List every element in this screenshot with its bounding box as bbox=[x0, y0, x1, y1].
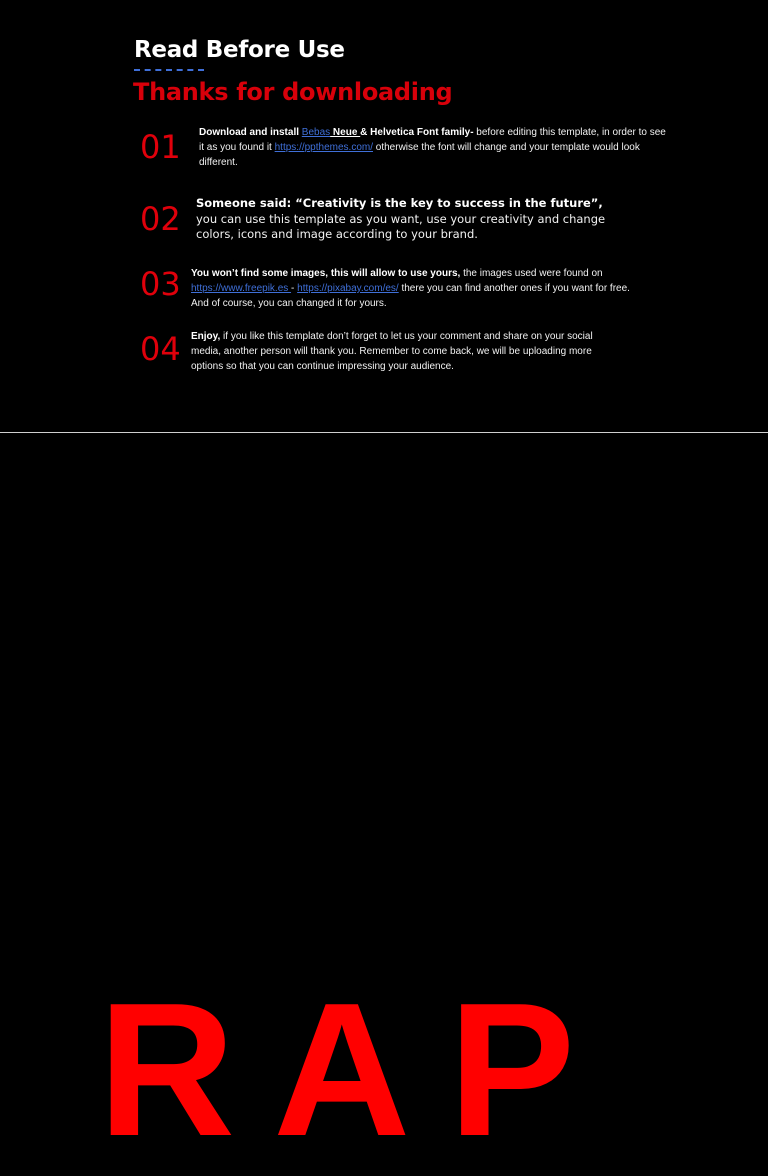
step-2-bold: Someone said: “Creativity is the key to success in the future”, bbox=[196, 196, 603, 210]
big-red-letters: RAP bbox=[98, 964, 614, 1176]
step-text-1 bbox=[199, 125, 669, 170]
step-text-3 bbox=[191, 266, 646, 311]
step-4-bold: Enjoy, bbox=[191, 331, 221, 342]
step-text-4 bbox=[191, 329, 616, 374]
bebas-link[interactable]: Bebas bbox=[301, 127, 331, 138]
step-number-2: 02 bbox=[140, 200, 181, 238]
pixabay-link[interactable]: https://pixabay.com/es/ bbox=[297, 283, 399, 294]
step-3-text-a: the images used were found on bbox=[460, 268, 603, 279]
step-1-text-a: before editing this template, in order to see it as you found it bbox=[199, 127, 666, 153]
step-1-bold-tail: & Helvetica Font family- bbox=[360, 127, 474, 138]
freepik-link[interactable]: https://www.freepik.es bbox=[191, 283, 292, 294]
next-slide-big-text bbox=[98, 964, 768, 1176]
step-text-2 bbox=[196, 196, 626, 243]
ppthemes-link[interactable]: https://ppthemes.com/ bbox=[274, 142, 373, 153]
page-subtitle: Thanks for downloading bbox=[133, 78, 453, 106]
step-3-text-b: there you can find another ones if you want for free. And of course, you can changed it for yours. bbox=[191, 283, 630, 309]
step-3-sep: - bbox=[291, 283, 298, 294]
step-number-1: 01 bbox=[140, 128, 181, 166]
step-number-3: 03 bbox=[140, 265, 181, 303]
title-underline bbox=[134, 69, 204, 71]
step-1-bold-lead: Download and install bbox=[199, 127, 302, 138]
step-1-text-b: otherwise the font will change and your template would look different. bbox=[199, 142, 640, 168]
page-title: Read Before Use bbox=[134, 37, 345, 63]
step-number-4: 04 bbox=[140, 330, 181, 368]
slide-divider bbox=[0, 432, 768, 433]
step-3-bold: You won’t find some images, this will allow to use yours, bbox=[191, 268, 461, 279]
step-4-text: if you like this template don’t forget to let us your comment and share on your social media, another person will thank you. Remember to come back, we will be uploading more options so that you can continue impressing your audience. bbox=[191, 331, 593, 372]
step-2-text: you can use this template as you want, use your creativity and change colors, icons and image according to your brand. bbox=[196, 211, 606, 241]
step-1-neue: Neue bbox=[330, 127, 361, 138]
